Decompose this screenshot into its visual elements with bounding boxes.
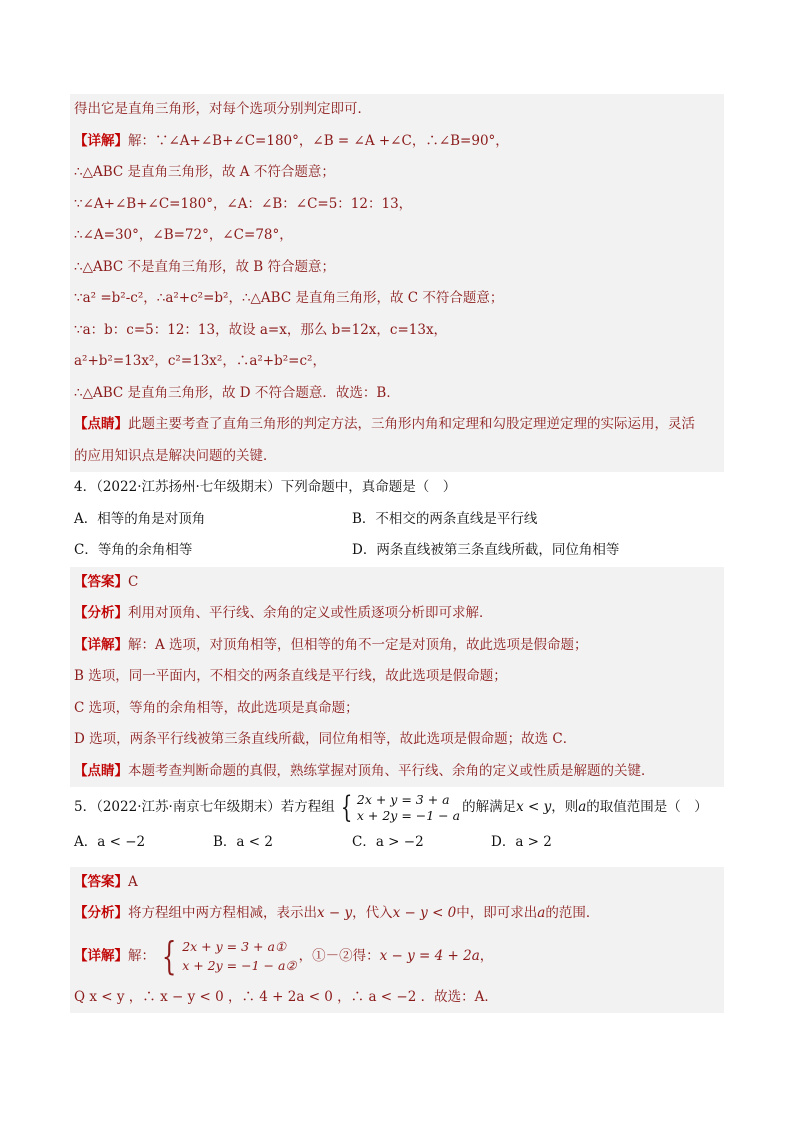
q4-detail-line-2: B 选项，同一平面内，不相交的两条直线是平行线，故此选项是假命题；	[74, 668, 507, 684]
q4-solution	[70, 567, 724, 788]
q5-detail-system: { 2x + y = 3 + a① x + 2y = −1 − a②	[161, 934, 297, 978]
q4-analysis: 【分析】利用对顶角、平行线、余角的定义或性质逐项分析即可求解．	[74, 605, 493, 621]
q3-detail-line-4: ∴∠A=30°，∠B=72°，∠C=78°，	[74, 227, 293, 243]
content	[70, 94, 724, 1013]
brace-glyph: {	[340, 789, 353, 825]
q5-final-line: Q x < y ，∴ x − y < 0 ，∴ 4 + 2a < 0 ，∴ a < −2 ．故选：A．	[74, 988, 498, 1005]
q5-options	[70, 827, 724, 859]
q5-option-b: B．a < 2	[213, 834, 273, 850]
q4-option-c: C．等角的余角相等	[74, 542, 193, 558]
q5-option-d: D．a > 2	[491, 834, 552, 850]
q3-solution	[70, 94, 724, 472]
q4-detail-line-4: D 选项，两条平行线被第三条直线所截，同位角相等，故此选项是假命题；故选 C．	[74, 731, 577, 747]
analysis-tag: 【分析】	[74, 605, 128, 621]
q5-equation-system: { 2x + y = 3 + a x + 2y = −1 − a	[340, 789, 461, 825]
comment-tag: 【点睛】	[74, 416, 128, 432]
q4-answer: 【答案】C	[74, 573, 139, 590]
q4-options-row-1	[70, 504, 724, 536]
brace-glyph: {	[161, 934, 177, 978]
answer-tag: 【答案】	[74, 873, 128, 890]
q3-comment-line-1: 【点睛】此题主要考查了直角三角形的判定方法，三角形内角和定理和勾股定理逆定理的实际运用，灵活	[74, 416, 695, 432]
q3-analysis-tail: 得出它是直角三角形，对每个选项分别判定即可．	[74, 101, 371, 117]
answer-tag: 【答案】	[74, 573, 128, 590]
q3-detail-line-9: ∴△ABC 是直角三角形，故 D 不符合题意．故选：B．	[74, 384, 400, 401]
detail-tag: 【详解】	[74, 636, 128, 653]
q5-detail: 【详解】解： { 2x + y = 3 + a① x + 2y = −1 − a② ，①－②得：x − y = 4 + 2a，	[74, 934, 494, 978]
q4-detail-line-1: 【详解】解：A 选项，对顶角相等，但相等的角不一定是对顶角，故此选项是假命题；	[74, 636, 588, 653]
q5-solution	[70, 867, 724, 1014]
q4-option-b: B．不相交的两条直线是平行线	[352, 510, 538, 527]
q4-option-a: A．相等的角是对顶角	[74, 510, 206, 527]
analysis-tag: 【分析】	[74, 905, 128, 921]
detail-tag: 【详解】	[74, 947, 128, 964]
q3-detail-line-6: ∵a² =b²-c²，∴a²+c²=b²，∴△ABC 是直角三角形，故 C 不符合题意；	[74, 290, 504, 306]
q3-detail-line-1: 【详解】解：∵∠A+∠B+∠C=180°，∠B = ∠A +∠C，∴∠B=90°，	[74, 132, 509, 149]
q4-option-d: D．两条直线被第三条直线所截，同位角相等	[352, 542, 620, 558]
q3-detail-line-2: ∴△ABC 是直角三角形，故 A 不符合题意；	[74, 164, 335, 180]
q5-stem: 5．（2022·江苏·南京七年级期末）若方程组 { 2x + y = 3 + a x + 2y = −1 − a 的解满足x < y，则a的取值范围是（ ）	[74, 789, 708, 825]
q3-detail-line-3: ∵∠A+∠B+∠C=180°，∠A：∠B：∠C=5：12：13，	[74, 195, 413, 212]
q3-comment-line-2: 的应用知识点是解决问题的关键．	[74, 447, 277, 464]
q4-detail-line-3: C 选项，等角的余角相等，故此选项是真命题；	[74, 699, 359, 716]
q5-option-c: C．a > −2	[352, 834, 424, 850]
q3-detail-line-5: ∴△ABC 不是直角三角形，故 B 符合题意；	[74, 258, 336, 275]
comment-tag: 【点睛】	[74, 762, 128, 779]
q4-stem: 4．（2022·江苏扬州·七年级期末）下列命题中，真命题是（ ）	[74, 479, 457, 495]
q4-comment: 【点睛】本题考查判断命题的真假，熟练掌握对顶角、平行线、余角的定义或性质是解题的关键．	[74, 762, 655, 779]
q5-analysis: 【分析】将方程组中两方程相减，表示出x − y，代入x − y < 0中，即可求出a的范围．	[74, 905, 600, 921]
q3-detail-line-8: a²+b²=13x²，c²=13x²，∴a²+b²=c²，	[74, 353, 326, 369]
q4-options-row-2	[70, 535, 724, 567]
q5-answer: 【答案】A	[74, 873, 138, 890]
q3-detail-line-7: ∵a：b：c=5：12：13，故设 a=x，那么 b=12x，c=13x，	[74, 321, 448, 338]
detail-tag: 【详解】	[74, 132, 128, 149]
q5-option-a: A．a < −2	[74, 834, 146, 850]
q5-condition: x < y	[516, 799, 552, 815]
